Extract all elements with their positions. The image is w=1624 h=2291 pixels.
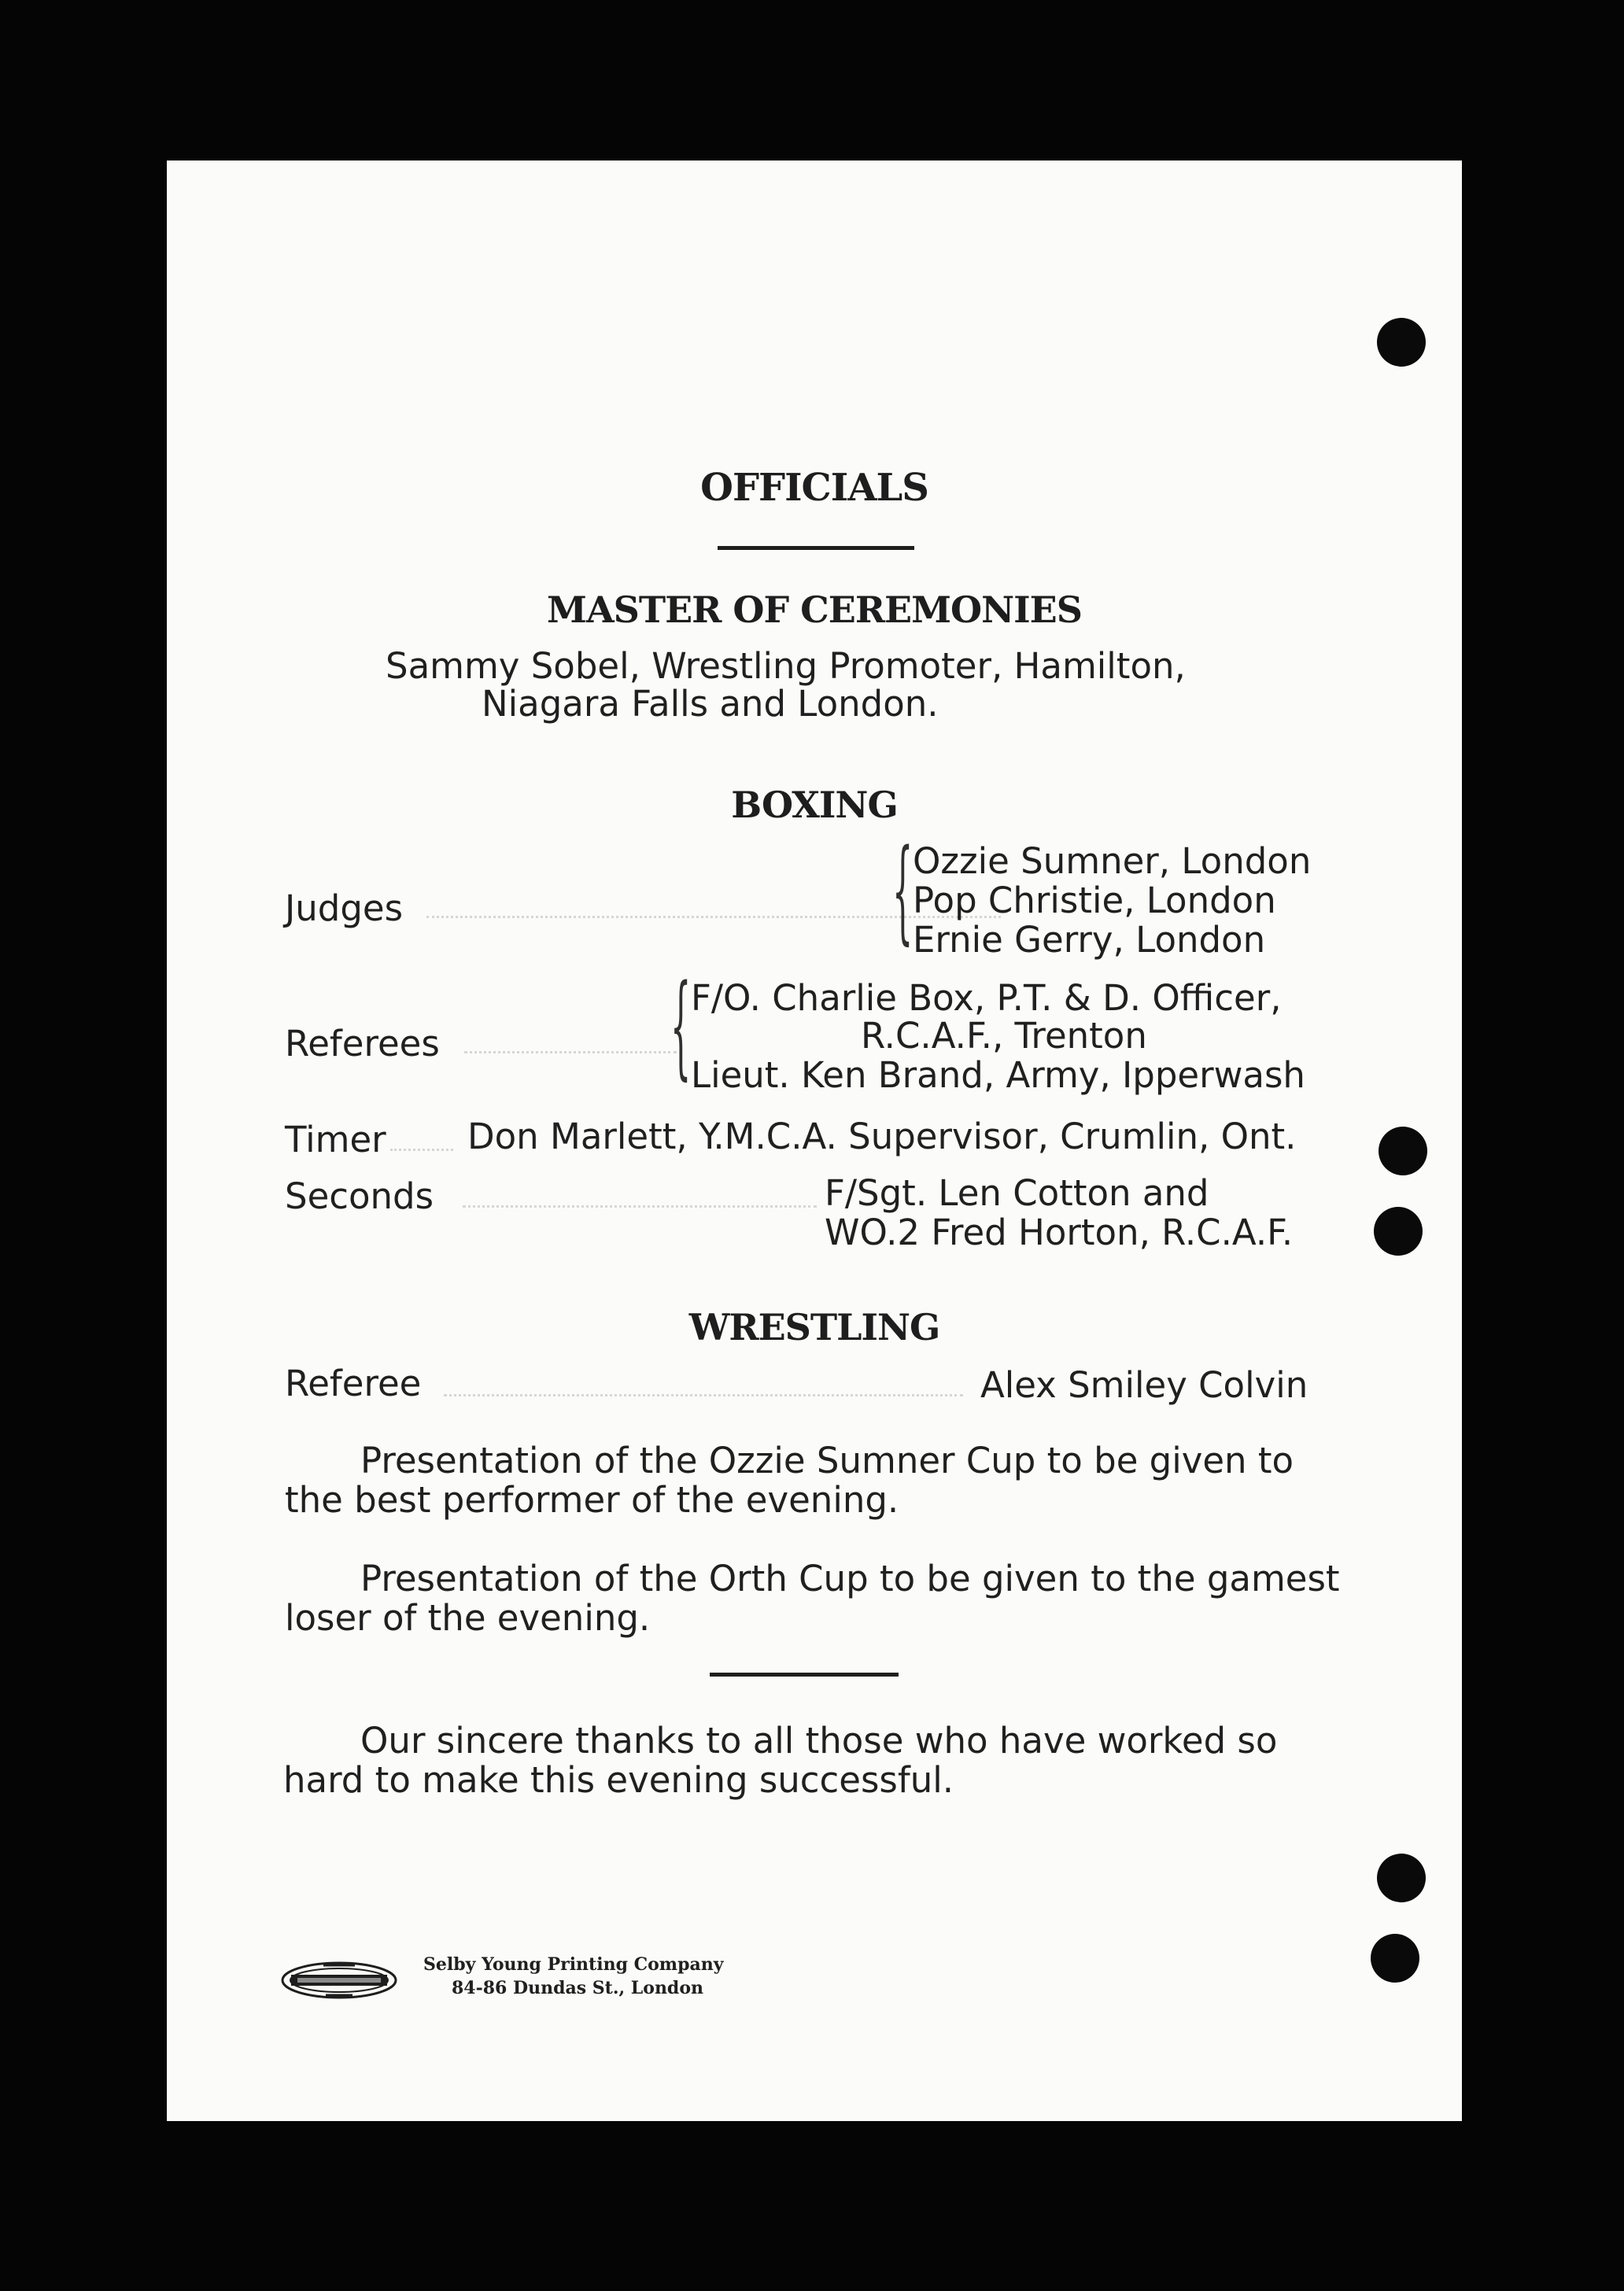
- judges-label: Judges: [285, 887, 404, 929]
- page-title: OFFICIALS: [700, 466, 928, 510]
- printer-name: Selby Young Printing Company: [423, 1954, 724, 1975]
- program-page: [167, 160, 1462, 2121]
- judge-name: Pop Christie, London: [913, 880, 1276, 921]
- orth-cup-line-2: loser of the evening.: [285, 1597, 651, 1639]
- punch-hole-icon: [1377, 318, 1426, 367]
- referees-label: Referees: [285, 1023, 440, 1064]
- sumner-cup-line-1: Presentation of the Ozzie Sumner Cup to be given to: [360, 1440, 1294, 1481]
- wrestling-referee-value: Alex Smiley Colvin: [980, 1364, 1308, 1406]
- judges-brace-icon: {: [892, 824, 914, 956]
- moc-line-2: Niagara Falls and London.: [482, 683, 939, 725]
- seconds-line-1: F/Sgt. Len Cotton and: [825, 1172, 1209, 1214]
- punch-hole-icon: [1374, 1207, 1423, 1256]
- orth-cup-line-1: Presentation of the Orth Cup to be given to the gamest: [360, 1558, 1340, 1599]
- sumner-cup-line-2: the best performer of the evening.: [285, 1479, 899, 1521]
- title-divider: [718, 546, 914, 550]
- thanks-line-1: Our sincere thanks to all those who have worked so: [360, 1720, 1278, 1762]
- printer-address: 84-86 Dundas St., London: [452, 1978, 703, 1998]
- referee-line-2: R.C.A.F., Trenton: [861, 1015, 1147, 1057]
- referee-line-1: F/O. Charlie Box, P.T. & D. Officer,: [691, 977, 1282, 1019]
- referees-leader-dots: [464, 1051, 677, 1053]
- closing-divider: [710, 1673, 899, 1677]
- master-of-ceremonies-heading: MASTER OF CEREMONIES: [547, 588, 1082, 631]
- punch-hole-icon: [1377, 1854, 1426, 1902]
- seconds-line-2: WO.2 Fred Horton, R.C.A.F.: [825, 1212, 1294, 1253]
- timer-label: Timer: [285, 1119, 386, 1160]
- referee-line-3: Lieut. Ken Brand, Army, Ipperwash: [691, 1054, 1305, 1096]
- timer-value: Don Marlett, Y.M.C.A. Supervisor, Crumlin, Ont.: [467, 1116, 1297, 1157]
- judge-name: Ozzie Sumner, London: [913, 840, 1312, 882]
- punch-hole-icon: [1371, 1934, 1419, 1983]
- punch-hole-icon: [1379, 1127, 1427, 1175]
- union-label-logo-icon: [280, 1961, 398, 2000]
- timer-leader-dots: [390, 1149, 453, 1151]
- wrestling-referee-label: Referee: [285, 1363, 422, 1404]
- boxing-heading: BOXING: [731, 784, 898, 826]
- judge-name: Ernie Gerry, London: [913, 919, 1266, 961]
- seconds-leader-dots: [463, 1205, 817, 1208]
- referees-brace-icon: {: [670, 959, 692, 1091]
- moc-line-1: Sammy Sobel, Wrestling Promoter, Hamilton,: [386, 645, 1186, 687]
- seconds-label: Seconds: [285, 1175, 434, 1217]
- thanks-line-2: hard to make this evening successful.: [283, 1759, 954, 1801]
- wrestling-referee-leader-dots: [444, 1394, 963, 1396]
- wrestling-heading: WRESTLING: [688, 1306, 940, 1348]
